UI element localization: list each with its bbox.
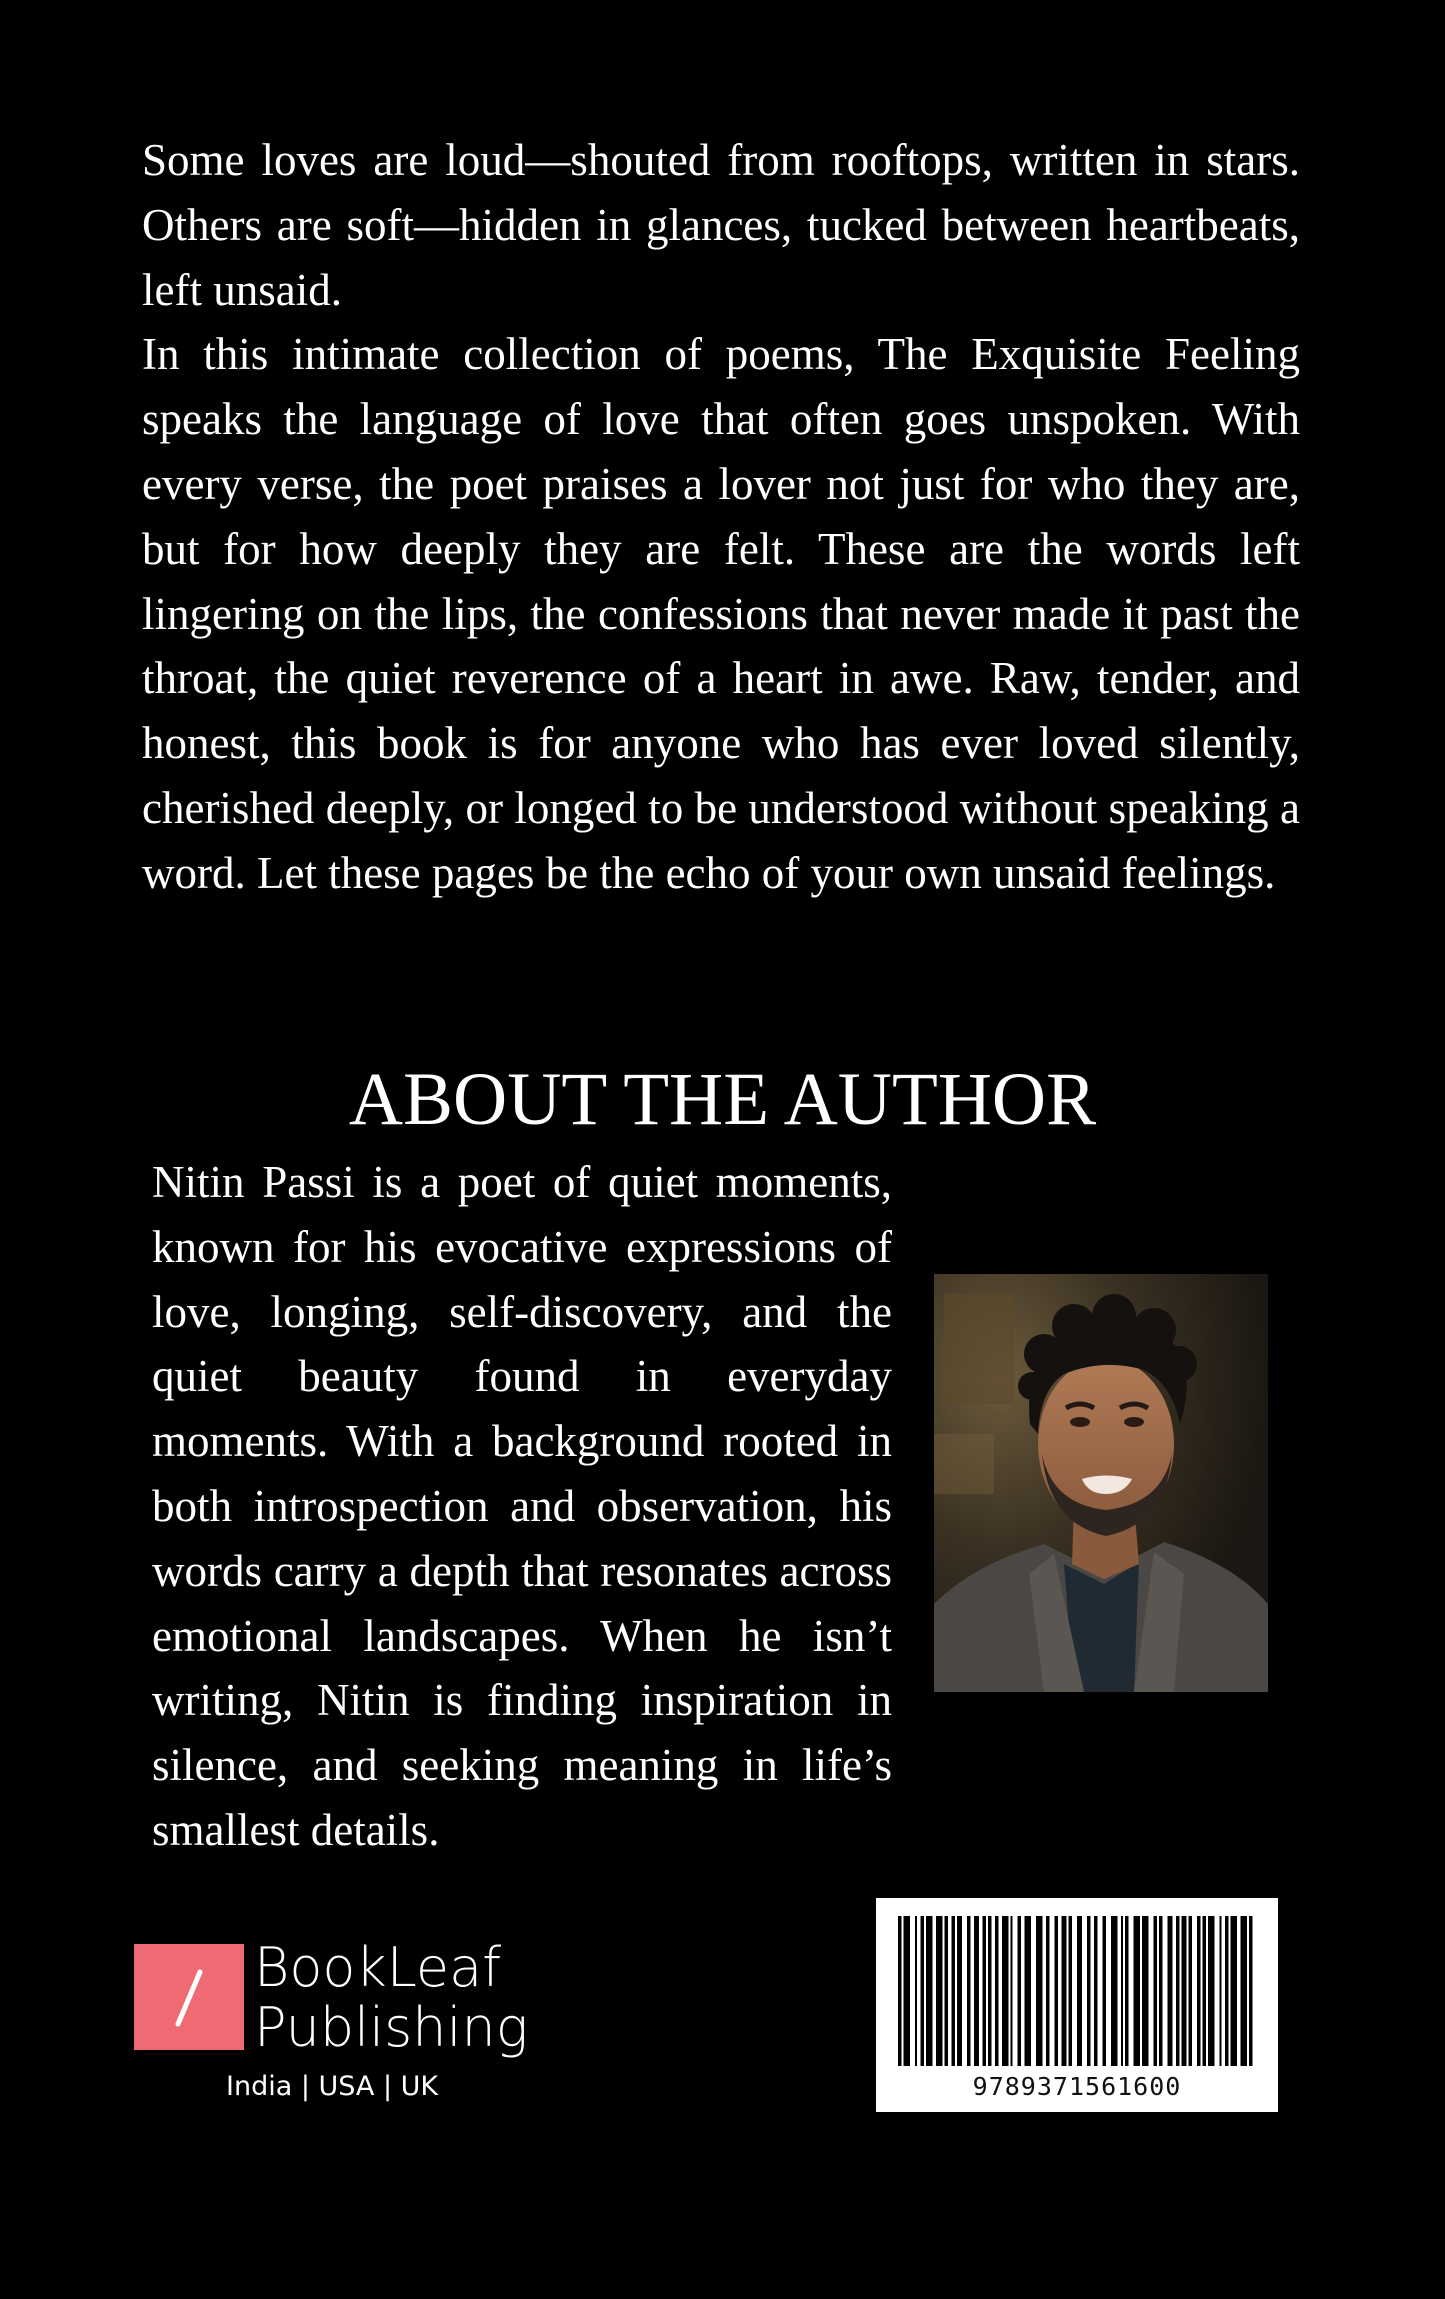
barcode-bar [1134, 1916, 1141, 2066]
blurb-paragraph-1: Some loves are loud—shouted from rooftops, written in stars. Others are soft—hidden in glances, tucked between heartbeats, left unsaid. [142, 135, 1300, 315]
barcode-bar [1125, 1916, 1129, 2066]
barcode-bar [926, 1916, 933, 2066]
barcode-bar [988, 1916, 992, 2066]
barcode-bar [1094, 1916, 1098, 2066]
barcode-bar [1182, 1916, 1187, 2066]
barcode-bar [1189, 1916, 1193, 2066]
barcode-bar [921, 1916, 925, 2066]
barcode-bar [945, 1916, 949, 2066]
barcode-bar [1208, 1916, 1215, 2066]
barcode-bar [1018, 1916, 1022, 2066]
barcode-bar [1011, 1916, 1013, 2066]
barcode-bar [1087, 1916, 1091, 2066]
barcode-bar [1231, 1916, 1238, 2066]
barcode-bar [1036, 1916, 1043, 2066]
barcode-bar [898, 1916, 902, 2066]
author-photo [934, 1274, 1268, 1692]
slash-logo-icon [134, 1944, 244, 2050]
isbn-barcode [876, 1898, 1278, 2112]
publisher-name-line2: Publishing [254, 1996, 529, 2059]
barcode-bar [1103, 1916, 1107, 2066]
about-author-heading: ABOUT THE AUTHOR [348, 1058, 1097, 1141]
barcode-bar [1220, 1916, 1222, 2066]
barcode-bar [1062, 1916, 1067, 2066]
barcode-bar [967, 1916, 971, 2066]
barcode-bar [1154, 1916, 1158, 2066]
barcode-bar [1069, 1916, 1073, 2066]
barcode-bar [936, 1916, 943, 2066]
barcode-bar [1197, 1916, 1201, 2066]
barcode-bar [1168, 1916, 1173, 2066]
barcode-bar [1055, 1916, 1059, 2066]
barcode-bar [1159, 1916, 1163, 2066]
barcode-bar [1002, 1916, 1009, 2066]
barcode-bar [1249, 1916, 1253, 2066]
barcode-bar [952, 1916, 956, 2066]
barcode-bar [1121, 1916, 1123, 2066]
barcode-bar [1176, 1916, 1180, 2066]
barcode-bar [1077, 1916, 1082, 2066]
publisher-regions: India | USA | UK [226, 2071, 439, 2102]
blurb-paragraph-2: In this intimate collection of poems, The Exquisite Feeling speaks the language of love that often goes unspoken. With every verse, the poet praises a lover not just for who they are, but for how deeply they are felt. These are the words left lingering on the lips, the confessions that never made it past the throat, the quiet reverence of a heart in awe. Raw, tender, and honest, this book is for anyone who has ever loved silently, cherished deeply, or longed to be understood without speaking a word. Let these pages be the echo of your own unsaid feelings. [142, 329, 1300, 898]
barcode-bar [983, 1916, 987, 2066]
author-bio: Nitin Passi is a poet of quiet moments, known for his evocative expressions of love, longing, self-discovery, and the quiet beauty found in everyday moments. With a background rooted in both introspection and observation, his words carry a depth that resonates across emotional landscapes. When he isn’t writing, Nitin is finding inspiration in silence, and seeking meaning in life’s smallest details. [152, 1157, 892, 1855]
barcode-bar [974, 1916, 979, 2066]
barcode-bar [1241, 1916, 1248, 2066]
barcode-bar [957, 1916, 962, 2066]
isbn-number: 9789371561600 [972, 2072, 1182, 2101]
barcode-bar [1111, 1916, 1118, 2066]
barcode-bar [915, 1916, 917, 2066]
barcode-bar [1046, 1916, 1050, 2066]
barcode-bar [995, 1916, 999, 2066]
barcode-bars [876, 1898, 1278, 2072]
barcode-bar [1203, 1916, 1207, 2066]
back-cover-blurb [142, 128, 1300, 906]
barcode-bar [1225, 1916, 1229, 2066]
barcode-bar [1142, 1916, 1149, 2066]
barcode-bar [1025, 1916, 1032, 2066]
publisher-name-line1: BookLeaf [254, 1936, 502, 1999]
publisher-name [254, 1938, 528, 2058]
barcode-bar [904, 1916, 911, 2066]
